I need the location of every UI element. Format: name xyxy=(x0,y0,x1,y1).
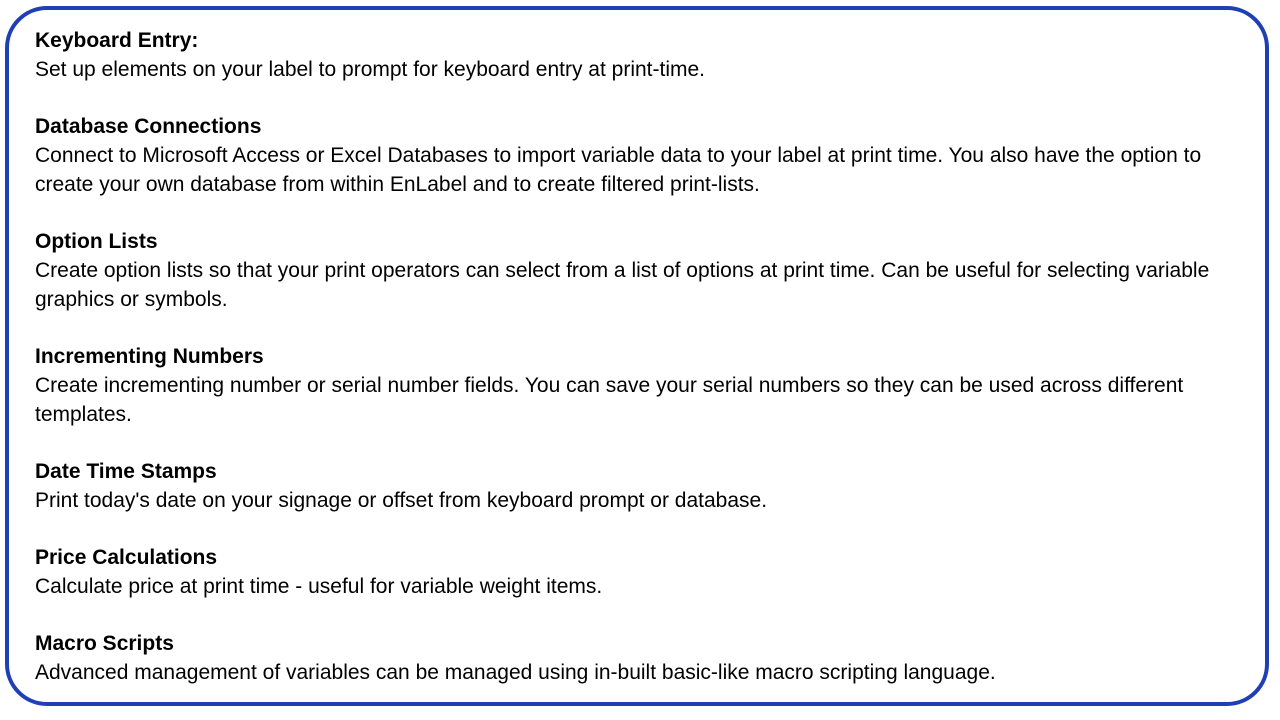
section-body: Create incrementing number or serial number fields. You can save your serial numbers so they can be used across different templates. xyxy=(35,374,1184,426)
section-macro-scripts xyxy=(35,629,1245,687)
section-body: Advanced management of variables can be managed using in-built basic-like macro scripting language. xyxy=(35,661,996,684)
section-incrementing-numbers xyxy=(35,342,1245,429)
section-body: Create option lists so that your print operators can select from a list of options at print time. Can be useful for selecting variable graphics or symbols. xyxy=(35,259,1210,311)
section-title: Incrementing Numbers xyxy=(35,345,264,368)
section-title: Date Time Stamps xyxy=(35,460,217,483)
section-price-calculations xyxy=(35,543,1245,601)
section-title: Keyboard Entry: xyxy=(35,29,199,52)
section-title: Price Calculations xyxy=(35,546,218,569)
section-body: Print today's date on your signage or offset from keyboard prompt or database. xyxy=(35,489,768,512)
section-title: Option Lists xyxy=(35,230,158,253)
section-body: Set up elements on your label to prompt for keyboard entry at print-time. xyxy=(35,58,706,81)
section-title: Macro Scripts xyxy=(35,632,174,655)
section-database-connections xyxy=(35,112,1245,199)
section-title: Database Connections xyxy=(35,115,262,138)
section-option-lists xyxy=(35,227,1245,314)
section-date-time-stamps xyxy=(35,457,1245,515)
section-keyboard-entry xyxy=(35,26,1245,84)
section-body: Calculate price at print time - useful for variable weight items. xyxy=(35,575,603,598)
section-body: Connect to Microsoft Access or Excel Databases to import variable data to your label at print time. You also have the option to create your own database from within EnLabel and to create filtered print-lists. xyxy=(35,144,1202,196)
features-list xyxy=(35,26,1245,715)
